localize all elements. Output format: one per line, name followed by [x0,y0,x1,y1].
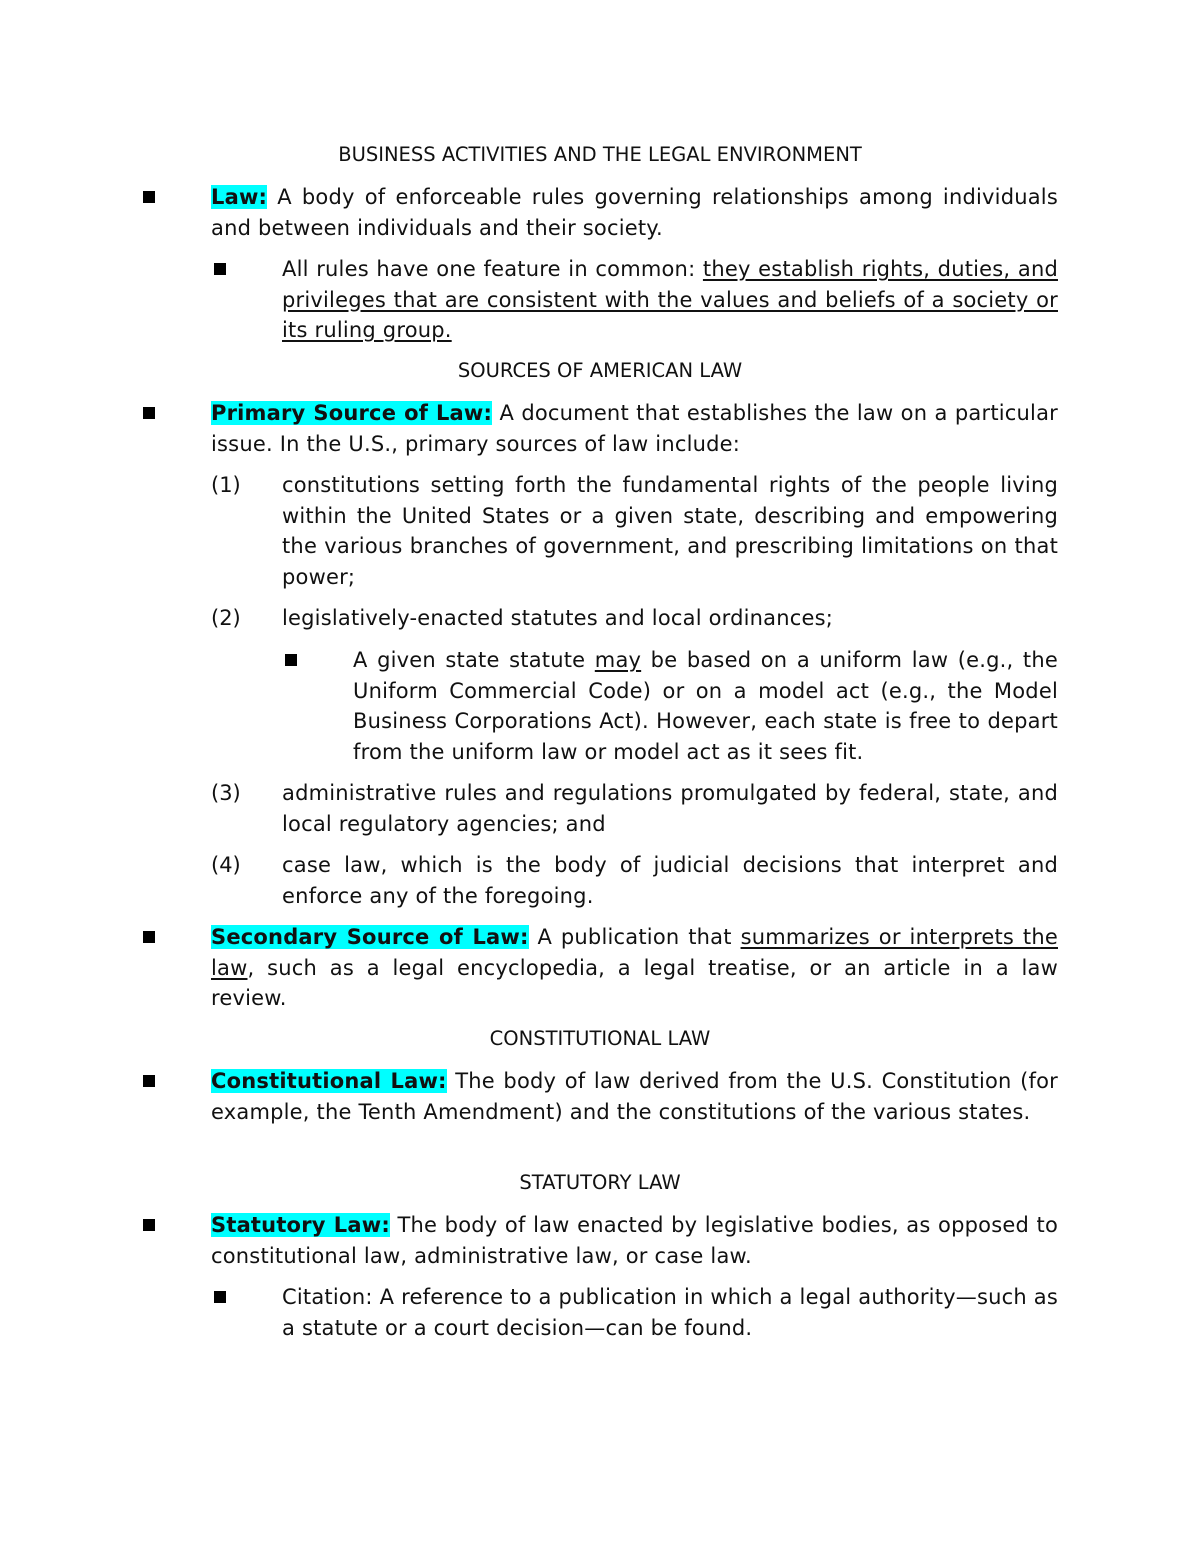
secondary-source-term: Secondary Source of Law: [211,925,529,949]
statutory-law-term: Statutory Law: [211,1213,390,1237]
primary-source-term: Primary Source of Law: [211,401,493,425]
list-item: legislatively-enacted statutes and local ordinances; [282,606,834,630]
statute-sub-before: A given state statute [353,648,586,672]
law-sub-intro: All rules have one feature in common: [282,257,696,281]
list-item: administrative rules and regulations promulgated by federal, state, and local regulatory agencies; and [282,781,1058,836]
law-definition [211,182,1058,243]
citation-sub-point: Citation: A reference to a publication in which a legal authority—such as a statute or a court decision—can be found. [282,1285,1058,1340]
secondary-underlined: summarizes or interprets the law [211,925,1058,980]
law-term: Law: [211,185,268,209]
statute-sub-after: be based on a uniform law (e.g., the Uniform Commercial Code) or on a model act (e.g., the Model Business Corporations Act). However, each state is free to depart from the uniform law or model act as it sees fit. [353,648,1058,764]
constitutional-law-definition-text: The body of law derived from the U.S. Constitution (for example, the Tenth Amendment) and the constitutions of the various states. [211,1069,1058,1124]
statutory-law-definition-text: The body of law enacted by legislative bodies, as opposed to constitutional law, administrative law, or case law. [211,1213,1058,1268]
bullet-icon [285,654,297,666]
law-sub-underlined: they establish rights, duties, and privileges that are consistent with the values and beliefs of a society or its ruling group. [282,257,1058,342]
sources-heading: SOURCES OF AMERICAN LAW [457,359,743,382]
list-item: case law, which is the body of judicial decisions that interpret and enforce any of the foregoing. [282,853,1058,908]
list-item: constitutions setting forth the fundamental rights of the people living within the United States or a given state, describing and empowering the various branches of government, and prescribing limitations on that power; [282,473,1058,589]
bullet-icon [143,407,155,419]
primary-source-definition [211,398,1058,459]
secondary-before: A publication that [537,925,732,949]
constitutional-heading: CONSTITUTIONAL LAW [489,1027,711,1050]
bullet-icon [143,1075,155,1087]
constitutional-law-definition [211,1066,1058,1127]
list-number: (4) [211,853,241,877]
main-heading: BUSINESS ACTIVITIES AND THE LEGAL ENVIRONMENT [338,143,862,166]
statutory-law-definition [211,1210,1058,1271]
bullet-icon [143,931,155,943]
bullet-icon [214,263,226,275]
primary-source-definition-text: A document that establishes the law on a particular issue. In the U.S., primary sources of law include: [211,401,1058,456]
list-number: (1) [211,473,241,497]
statute-sub-underlined: may [594,648,642,672]
list-number: (2) [211,606,241,630]
statutory-heading: STATUTORY LAW [519,1171,681,1194]
constitutional-law-term: Constitutional Law: [211,1069,447,1093]
bullet-icon [143,191,155,203]
secondary-after: , such as a legal encyclopedia, a legal treatise, or an article in a law review. [211,955,1058,1010]
statute-sub-point [353,645,1058,767]
law-definition-text: A body of enforceable rules governing relationships among individuals and between individuals and their society. [211,185,1058,240]
bullet-icon [143,1219,155,1231]
secondary-source-definition [211,922,1058,1014]
law-sub-point [282,254,1058,346]
bullet-icon [214,1291,226,1303]
list-number: (3) [211,781,241,805]
